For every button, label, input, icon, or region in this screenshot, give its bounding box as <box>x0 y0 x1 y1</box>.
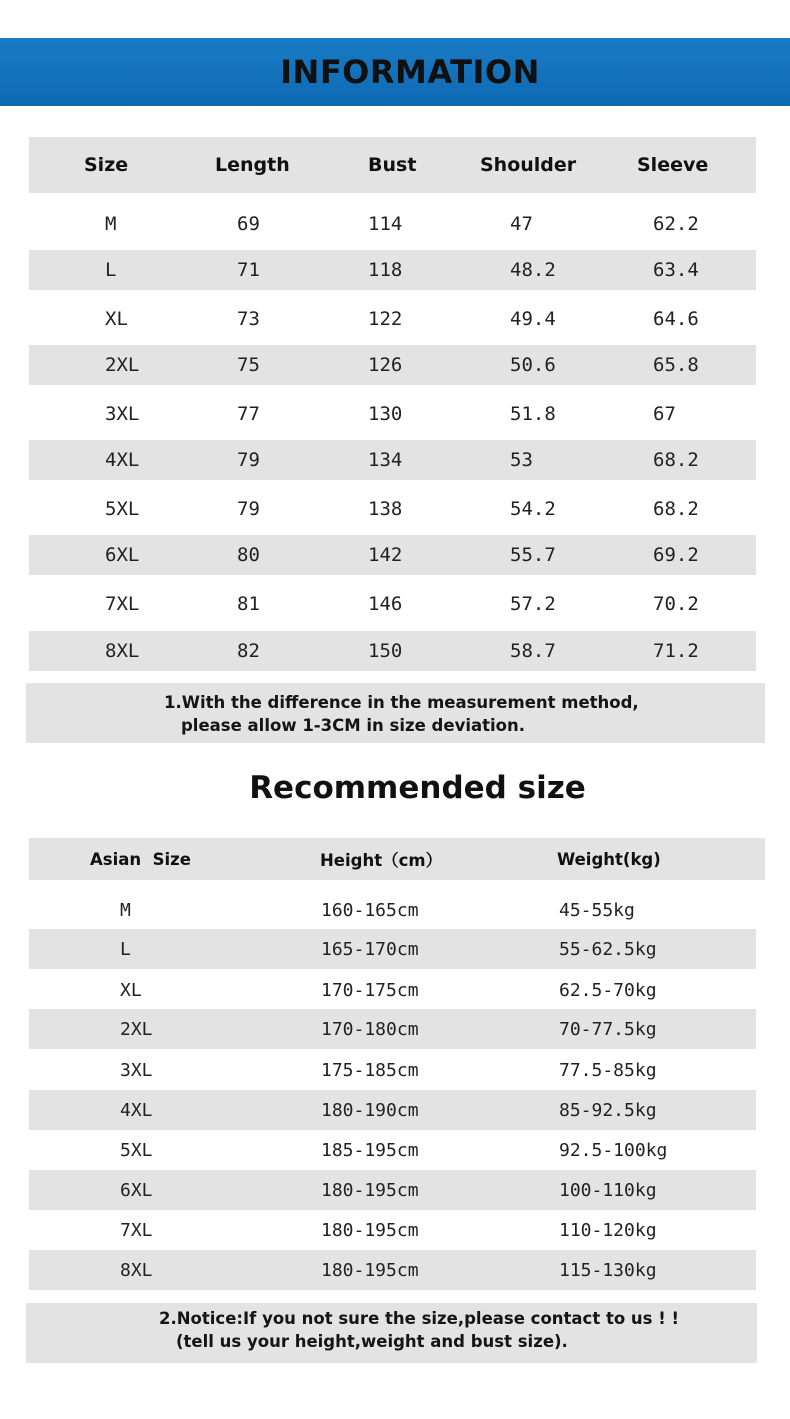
table-row <box>29 440 756 480</box>
table-row <box>29 394 756 434</box>
table-row <box>29 1130 756 1170</box>
column-header-shoulder: Shoulder <box>480 154 577 176</box>
cell-sleeve: 64.6 <box>653 308 699 330</box>
cell-height: 160-165cm <box>321 899 419 921</box>
cell-size: 6XL <box>105 544 140 566</box>
cell-size: XL <box>105 308 128 330</box>
cell-length: 73 <box>237 308 260 330</box>
cell-length: 81 <box>237 593 260 615</box>
cell-sleeve: 62.2 <box>653 213 699 235</box>
table-row <box>29 584 756 624</box>
column-header-length: Length <box>215 154 290 176</box>
table-row <box>29 489 756 529</box>
cell-shoulder: 53 <box>510 449 533 471</box>
cell-weight: 92.5-100kg <box>559 1139 668 1161</box>
cell-weight: 85-92.5kg <box>559 1099 657 1121</box>
table-row <box>29 890 756 930</box>
page-title: INFORMATION <box>280 53 540 91</box>
table-row <box>29 1090 756 1130</box>
cell-length: 77 <box>237 403 260 425</box>
cell-asian-size: 2XL <box>120 1018 153 1040</box>
table-row <box>29 970 756 1010</box>
cell-bust: 114 <box>368 213 403 235</box>
cell-bust: 122 <box>368 308 403 330</box>
cell-height: 185-195cm <box>321 1139 419 1161</box>
table-row <box>29 1050 756 1090</box>
information-banner <box>0 38 790 106</box>
table-row <box>29 535 756 575</box>
measurement-note-line2: please allow 1-3CM in size deviation. <box>181 716 526 735</box>
cell-asian-size: 7XL <box>120 1219 153 1241</box>
cell-sleeve: 65.8 <box>653 354 699 376</box>
cell-sleeve: 63.4 <box>653 259 699 281</box>
cell-shoulder: 51.8 <box>510 403 556 425</box>
cell-height: 165-170cm <box>321 938 419 960</box>
cell-asian-size: 6XL <box>120 1179 153 1201</box>
cell-height: 180-195cm <box>321 1259 419 1281</box>
table-row <box>29 631 756 671</box>
cell-shoulder: 49.4 <box>510 308 556 330</box>
cell-shoulder: 50.6 <box>510 354 556 376</box>
cell-bust: 126 <box>368 354 403 376</box>
cell-bust: 142 <box>368 544 403 566</box>
cell-bust: 130 <box>368 403 403 425</box>
cell-asian-size: 3XL <box>120 1059 153 1081</box>
size-table-header <box>29 137 756 193</box>
cell-sleeve: 69.2 <box>653 544 699 566</box>
cell-length: 69 <box>237 213 260 235</box>
cell-size: 2XL <box>105 354 140 376</box>
cell-sleeve: 70.2 <box>653 593 699 615</box>
cell-height: 180-190cm <box>321 1099 419 1121</box>
cell-sleeve: 67 <box>653 403 676 425</box>
cell-weight: 77.5-85kg <box>559 1059 657 1081</box>
cell-weight: 110-120kg <box>559 1219 657 1241</box>
table-row <box>29 204 756 244</box>
cell-bust: 134 <box>368 449 403 471</box>
cell-asian-size: XL <box>120 979 142 1001</box>
table-row <box>29 1009 756 1049</box>
cell-sleeve: 68.2 <box>653 449 699 471</box>
cell-weight: 115-130kg <box>559 1259 657 1281</box>
cell-sleeve: 71.2 <box>653 640 699 662</box>
cell-asian-size: 5XL <box>120 1139 153 1161</box>
table-row <box>29 1170 756 1210</box>
cell-asian-size: 8XL <box>120 1259 153 1281</box>
cell-height: 180-195cm <box>321 1219 419 1241</box>
table-row <box>29 929 756 969</box>
cell-shoulder: 54.2 <box>510 498 556 520</box>
cell-size: 3XL <box>105 403 140 425</box>
cell-length: 82 <box>237 640 260 662</box>
cell-asian-size: L <box>120 938 131 960</box>
table-row <box>29 1210 756 1250</box>
cell-length: 75 <box>237 354 260 376</box>
contact-note-line2: (tell us your height,weight and bust size). <box>176 1332 568 1351</box>
cell-shoulder: 48.2 <box>510 259 556 281</box>
cell-weight: 45-55kg <box>559 899 635 921</box>
column-header-bust: Bust <box>368 154 417 176</box>
cell-height: 170-180cm <box>321 1018 419 1040</box>
table-row <box>29 1250 756 1290</box>
cell-size: 8XL <box>105 640 140 662</box>
column-header-sleeve: Sleeve <box>637 154 709 176</box>
cell-bust: 146 <box>368 593 403 615</box>
cell-length: 79 <box>237 498 260 520</box>
table-row <box>29 250 756 290</box>
contact-note-line1: 2.Notice:If you not sure the size,please contact to us ! ! <box>159 1309 680 1328</box>
recommended-table-header <box>29 838 765 880</box>
column-header-size: Size <box>84 154 129 176</box>
measurement-note-line1: 1.With the difference in the measurement method, <box>164 693 639 712</box>
cell-shoulder: 47 <box>510 213 533 235</box>
table-row <box>29 299 756 339</box>
cell-height: 180-195cm <box>321 1179 419 1201</box>
cell-length: 79 <box>237 449 260 471</box>
cell-height: 170-175cm <box>321 979 419 1001</box>
cell-bust: 150 <box>368 640 403 662</box>
cell-shoulder: 58.7 <box>510 640 556 662</box>
cell-shoulder: 57.2 <box>510 593 556 615</box>
cell-shoulder: 55.7 <box>510 544 556 566</box>
cell-size: L <box>105 259 117 281</box>
column-header-asian-size: Asian Size <box>90 849 191 869</box>
cell-length: 71 <box>237 259 260 281</box>
cell-size: 7XL <box>105 593 140 615</box>
column-header-weight: Weight(kg) <box>557 849 661 869</box>
cell-weight: 62.5-70kg <box>559 979 657 1001</box>
table-row <box>29 345 756 385</box>
cell-size: 5XL <box>105 498 140 520</box>
cell-asian-size: M <box>120 899 131 921</box>
cell-sleeve: 68.2 <box>653 498 699 520</box>
cell-size: M <box>105 213 117 235</box>
cell-asian-size: 4XL <box>120 1099 153 1121</box>
recommended-size-title: Recommended size <box>249 770 586 806</box>
cell-length: 80 <box>237 544 260 566</box>
cell-bust: 118 <box>368 259 403 281</box>
cell-height: 175-185cm <box>321 1059 419 1081</box>
column-header-height: Height（cm） <box>320 851 443 870</box>
cell-weight: 55-62.5kg <box>559 938 657 960</box>
cell-bust: 138 <box>368 498 403 520</box>
cell-size: 4XL <box>105 449 140 471</box>
cell-weight: 100-110kg <box>559 1179 657 1201</box>
cell-weight: 70-77.5kg <box>559 1018 657 1040</box>
